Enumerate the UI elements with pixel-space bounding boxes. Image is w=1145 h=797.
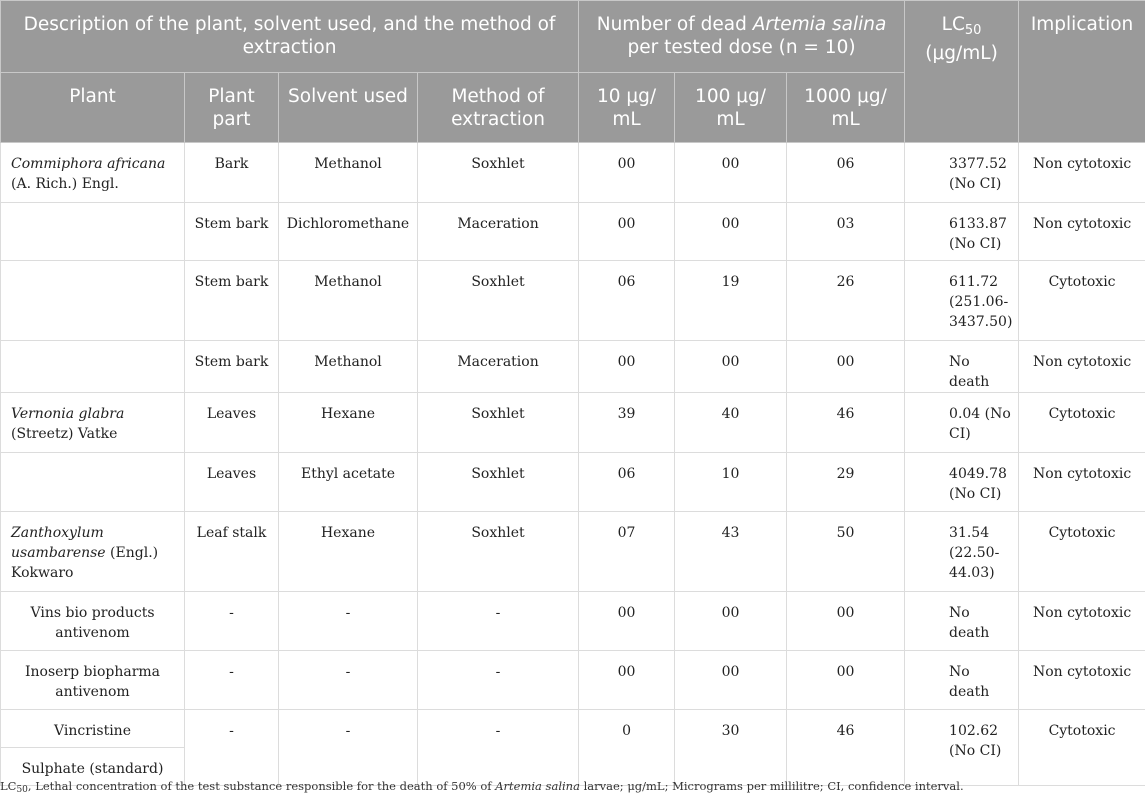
cell-dose-10: 06 <box>579 453 675 512</box>
table-row <box>1 453 1145 512</box>
cell-plant-continued: Sulphate (standard) <box>1 748 185 786</box>
cell-dose-1000: 46 <box>787 710 905 786</box>
cell-plant <box>1 143 185 203</box>
cell-plant <box>1 393 185 453</box>
cell-lc50: 102.62 (No CI) <box>905 710 1019 786</box>
header-dead-count <box>579 1 905 73</box>
cell-dose-10: 0 <box>579 710 675 786</box>
cell-dose-10: 00 <box>579 143 675 203</box>
cell-lc50: 0.04 (No CI) <box>905 393 1019 453</box>
cell-dose-1000: 50 <box>787 512 905 592</box>
cell-dose-10: 06 <box>579 261 675 341</box>
header-plant-part: Plant part <box>185 73 279 143</box>
cell-part: Leaf stalk <box>185 512 279 592</box>
cell-dose-10: 39 <box>579 393 675 453</box>
header-dead-species: Artemia salina <box>752 14 887 35</box>
table-footnote <box>0 779 964 795</box>
cell-part: Bark <box>185 143 279 203</box>
header-dead-prefix: Number of dead <box>596 14 753 35</box>
cell-implication: Non cytotoxic <box>1019 453 1145 512</box>
cell-dose-100: 00 <box>675 651 787 710</box>
cell-dose-1000: 03 <box>787 203 905 261</box>
table-row <box>1 512 1145 592</box>
header-plant: Plant <box>1 73 185 143</box>
cell-method: Soxhlet <box>418 453 579 512</box>
cell-part: Stem bark <box>185 261 279 341</box>
header-dose-100: 100 μg/ mL <box>675 73 787 143</box>
footnote-text-b: larvae; μg/mL; Micrograms per millilitre; CI, confidence interval. <box>579 779 964 793</box>
cell-dose-1000: 26 <box>787 261 905 341</box>
cell-implication: Cytotoxic <box>1019 512 1145 592</box>
cell-lc50: No death <box>905 341 1019 393</box>
cell-dose-1000: 00 <box>787 651 905 710</box>
cell-implication: Non cytotoxic <box>1019 143 1145 203</box>
cell-solvent: Methanol <box>279 341 418 393</box>
header-dose-1000: 1000 μg/ mL <box>787 73 905 143</box>
header-solvent: Solvent used <box>279 73 418 143</box>
cell-dose-10: 00 <box>579 203 675 261</box>
header-dead-suffix: per tested dose (n = 10) <box>627 37 856 58</box>
cell-part: Leaves <box>185 393 279 453</box>
cell-dose-100: 10 <box>675 453 787 512</box>
cell-plant <box>1 261 185 341</box>
cell-implication: Non cytotoxic <box>1019 341 1145 393</box>
table-header <box>1 1 1145 143</box>
cell-method: Maceration <box>418 341 579 393</box>
table-row <box>1 341 1145 393</box>
cell-dose-100: 00 <box>675 203 787 261</box>
table-row <box>1 651 1145 710</box>
cell-dose-10: 07 <box>579 512 675 592</box>
cell-solvent: Methanol <box>279 261 418 341</box>
cell-part: - <box>185 592 279 651</box>
table-row <box>1 261 1145 341</box>
header-dose-10: 10 μg/ mL <box>579 73 675 143</box>
cell-lc50: 6133.87 (No CI) <box>905 203 1019 261</box>
header-lc50 <box>905 1 1019 143</box>
cell-implication: Cytotoxic <box>1019 393 1145 453</box>
cell-lc50: No death <box>905 592 1019 651</box>
cell-dose-1000: 00 <box>787 341 905 393</box>
cell-plant: Inoserp biopharma antivenom <box>1 651 185 710</box>
cell-method: Soxhlet <box>418 261 579 341</box>
cell-dose-100: 00 <box>675 143 787 203</box>
cell-implication: Non cytotoxic <box>1019 651 1145 710</box>
cell-lc50: 3377.52 (No CI) <box>905 143 1019 203</box>
cell-plant: Vins bio products antivenom <box>1 592 185 651</box>
table-body <box>1 143 1145 786</box>
cell-dose-1000: 06 <box>787 143 905 203</box>
plant-species: Commiphora africana <box>11 156 166 172</box>
cell-method: Soxhlet <box>418 393 579 453</box>
cell-method: Maceration <box>418 203 579 261</box>
cell-solvent: Ethyl acetate <box>279 453 418 512</box>
cell-method: - <box>418 592 579 651</box>
cell-implication: Cytotoxic <box>1019 261 1145 341</box>
cell-dose-10: 00 <box>579 651 675 710</box>
cell-solvent: - <box>279 710 418 786</box>
cell-part: Stem bark <box>185 203 279 261</box>
cell-solvent: Methanol <box>279 143 418 203</box>
footnote-lc-sub: 50 <box>16 785 28 795</box>
plant-species: Vernonia glabra <box>11 406 125 422</box>
cell-lc50: 4049.78 (No CI) <box>905 453 1019 512</box>
header-lc50-unit: (μg/mL) <box>925 43 998 64</box>
cell-dose-1000: 46 <box>787 393 905 453</box>
header-lc50-main: LC <box>941 14 965 35</box>
plant-species: Zanthoxylum usambarense <box>11 525 106 561</box>
cell-plant <box>1 341 185 393</box>
footnote-text-a: , Lethal concentration of the test substance responsible for the death of 50% of <box>27 779 496 793</box>
cell-solvent: Dichloromethane <box>279 203 418 261</box>
cell-dose-100: 40 <box>675 393 787 453</box>
cell-dose-10: 00 <box>579 592 675 651</box>
footnote-lc: LC <box>0 779 17 793</box>
cell-dose-10: 00 <box>579 341 675 393</box>
cell-part: - <box>185 710 279 786</box>
cell-method: - <box>418 651 579 710</box>
cell-method: Soxhlet <box>418 143 579 203</box>
cell-lc50: No death <box>905 651 1019 710</box>
table-row <box>1 592 1145 651</box>
cell-solvent: - <box>279 651 418 710</box>
header-description: Description of the plant, solvent used, and the method of extraction <box>1 1 579 73</box>
cell-implication: Non cytotoxic <box>1019 592 1145 651</box>
header-row-group <box>1 1 1145 73</box>
cell-plant <box>1 453 185 512</box>
cell-plant: Vincristine <box>1 710 185 748</box>
cell-part: Leaves <box>185 453 279 512</box>
cell-plant <box>1 203 185 261</box>
cell-dose-100: 00 <box>675 341 787 393</box>
plant-author: (A. Rich.) Engl. <box>11 176 119 192</box>
plant-author: (Streetz) Vatke <box>11 426 118 442</box>
header-lc50-sub: 50 <box>964 23 982 38</box>
table-row <box>1 710 1145 748</box>
cell-plant <box>1 512 185 592</box>
cell-dose-100: 19 <box>675 261 787 341</box>
cell-method: - <box>418 710 579 786</box>
table-row <box>1 203 1145 261</box>
cell-dose-100: 00 <box>675 592 787 651</box>
cell-dose-1000: 00 <box>787 592 905 651</box>
table-row <box>1 393 1145 453</box>
cell-implication: Non cytotoxic <box>1019 203 1145 261</box>
footnote-species: Artemia salina <box>495 779 580 793</box>
cell-dose-1000: 29 <box>787 453 905 512</box>
cell-dose-100: 43 <box>675 512 787 592</box>
cell-part: Stem bark <box>185 341 279 393</box>
cell-solvent: Hexane <box>279 512 418 592</box>
cell-dose-100: 30 <box>675 710 787 786</box>
header-method: Method of extraction <box>418 73 579 143</box>
plant-author: (Engl.) Kokwaro <box>11 545 159 581</box>
header-implication: Implication <box>1019 1 1145 143</box>
cell-implication: Cytotoxic <box>1019 710 1145 786</box>
cell-solvent: - <box>279 592 418 651</box>
cell-solvent: Hexane <box>279 393 418 453</box>
table-row <box>1 143 1145 203</box>
cell-lc50: 31.54 (22.50-44.03) <box>905 512 1019 592</box>
cell-method: Soxhlet <box>418 512 579 592</box>
cell-lc50: 611.72 (251.06-3437.50) <box>905 261 1019 341</box>
cell-part: - <box>185 651 279 710</box>
